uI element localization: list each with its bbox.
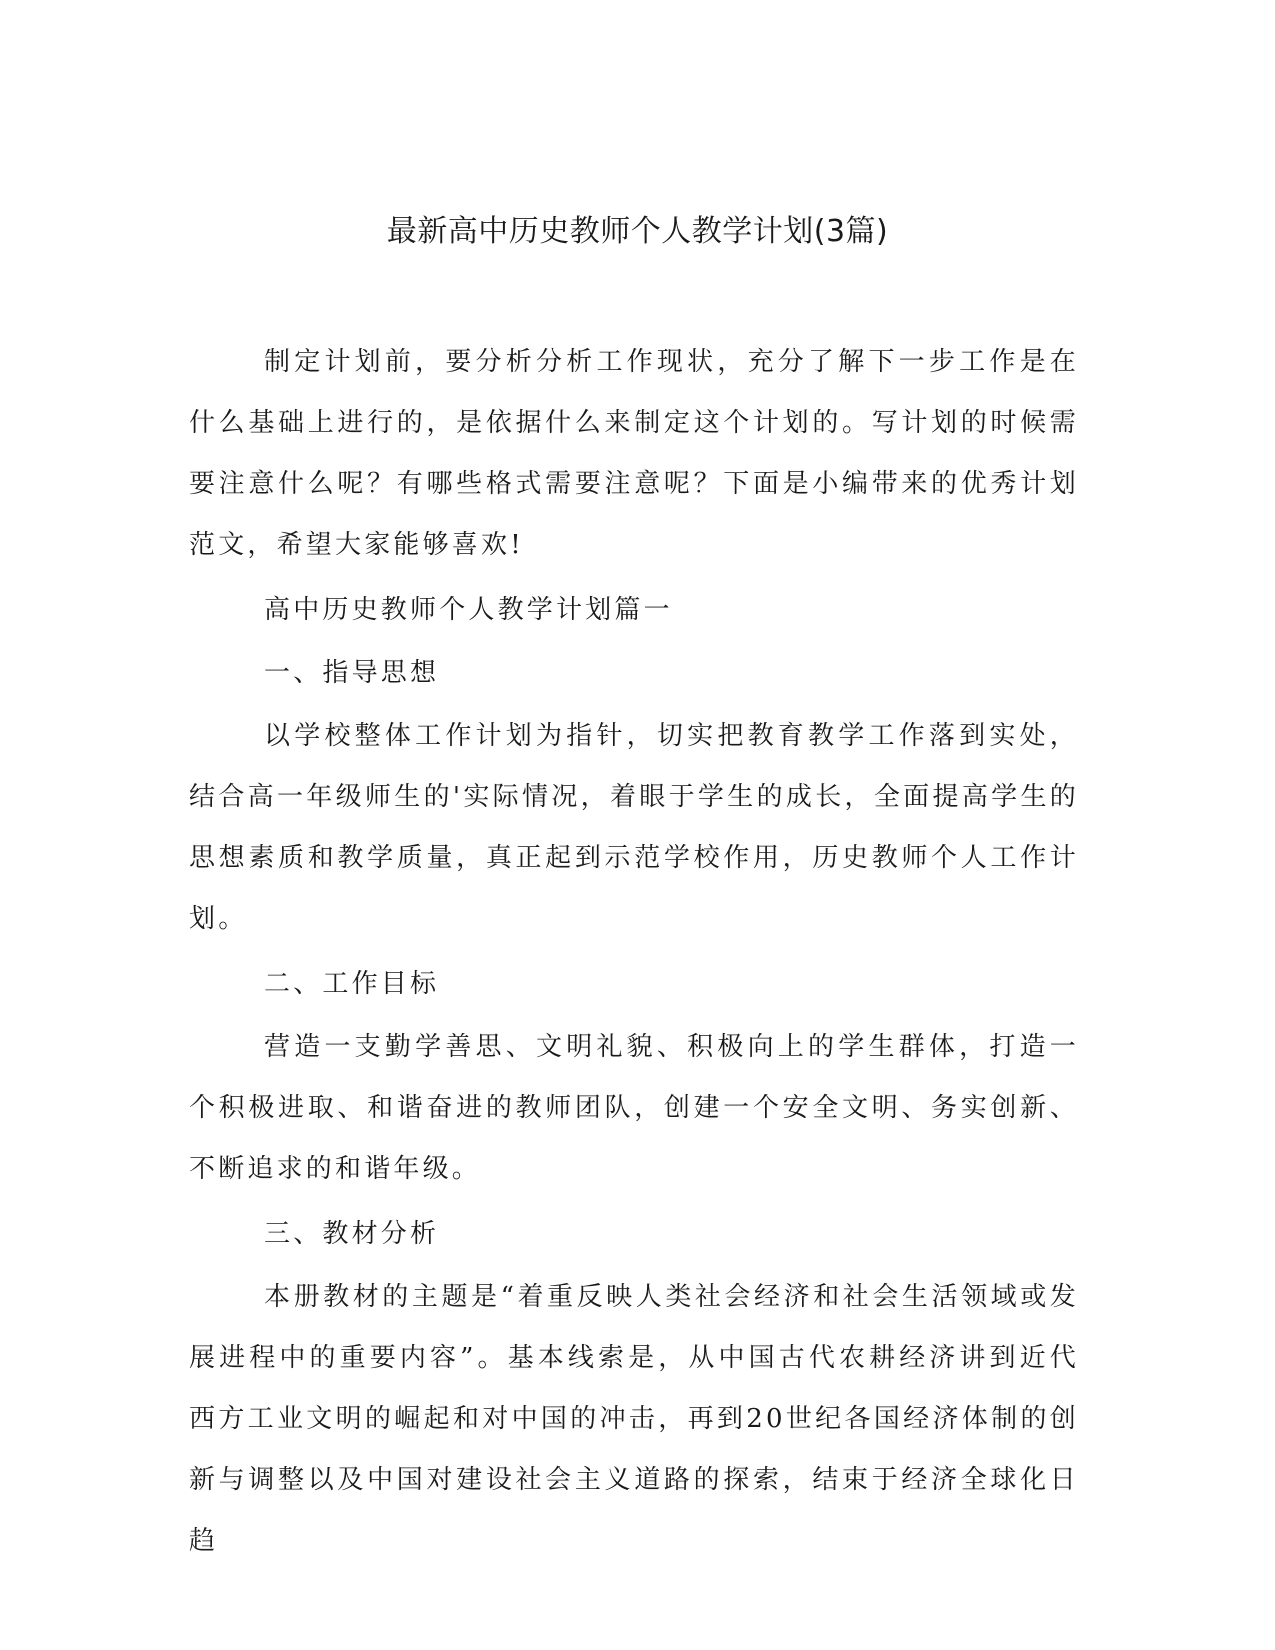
section-title-part-one: 高中历史教师个人教学计划篇一	[264, 595, 673, 625]
document-title: 最新高中历史教师个人教学计划(3篇)	[386, 214, 889, 249]
heading-textbook-analysis: 三、教材分析	[264, 1219, 440, 1249]
heading-guiding-ideology: 一、指导思想	[264, 658, 440, 688]
heading-work-goals: 二、工作目标	[264, 969, 440, 999]
intro-paragraph: 制定计划前，要分析分析工作现状，充分了解下一步工作是在什么基础上进行的，是依据什么来制定这个计划的。写计划的时候需要注意什么呢？有哪些格式需要注意呢？下面是小编带来的优秀计划范文，希望大家能够喜欢!	[189, 347, 1079, 560]
document-body	[189, 332, 1079, 1576]
paragraph-work-goals: 营造一支勤学善思、文明礼貌、积极向上的学生群体，打造一个积极进取、和谐奋进的教师团队，创建一个安全文明、务实创新、不断追求的和谐年级。	[189, 1032, 1079, 1184]
paragraph-textbook-analysis: 本册教材的主题是“着重反映人类社会经济和社会生活领域或发展进程中的重要内容”。基本线索是，从中国古代农耕经济讲到近代西方工业文明的崛起和对中国的冲击，再到20世纪各国经济体制的创新与调整以及中国对建设社会主义道路的探索，结束于经济全球化日趋	[189, 1282, 1079, 1556]
paragraph-guiding-ideology: 以学校整体工作计划为指针，切实把教育教学工作落到实处，结合高一年级师生的'实际情况，着眼于学生的成长，全面提高学生的思想素质和教学质量，真正起到示范学校作用，历史教师个人工作计划。	[189, 721, 1079, 934]
